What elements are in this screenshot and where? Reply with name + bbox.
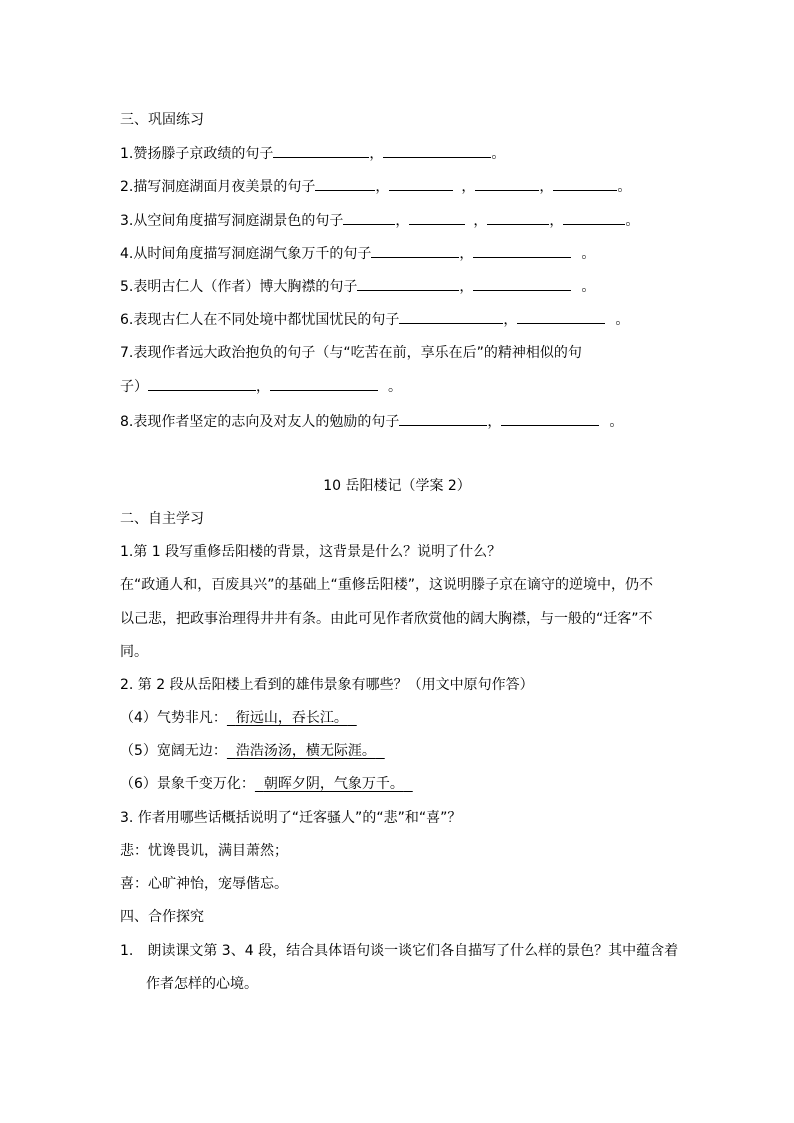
self-study-question-1: 1.第 1 段写重修岳阳楼的背景，这背景是什么？说明了什么？ [120,544,502,560]
scene-item-answer-text: 浩浩汤汤，横无际涯。 [235,743,376,759]
answer-blank[interactable] [371,243,459,258]
period: 。 [615,312,630,328]
separator: ， [256,379,270,395]
answer-blank[interactable] [399,411,487,426]
self-study-answer-1-line-1: 在“政通人和，百废具兴”的基础上“重修岳阳楼”，这说明滕子京在谪守的逆境中，仍不 [120,577,654,593]
inquiry-question-1 [120,941,678,961]
separator: ， [473,213,488,229]
sad-answer: 悲：忧谗畏讥，满目萧然； [120,843,288,859]
answer-blank[interactable] [501,411,599,426]
separator: ， [487,414,502,430]
inquiry-question-number: 1. [120,943,134,959]
inquiry-question-1-continued: 作者怎样的心境。 [146,976,258,992]
separator: ， [369,146,384,162]
period: 。 [617,179,632,195]
answer-blank[interactable] [553,176,617,191]
self-study-question-2: 2. 第 2 段从岳阳楼上看到的雄伟景象有哪些？（用文中原句作答） [120,677,534,693]
scene-item-label: （6）景象千变万化： [120,776,255,792]
separator: ， [539,179,554,195]
exercise-8 [120,411,623,432]
separator: ， [395,213,410,229]
exercise-3-prompt: 3.从空间角度描写洞庭湖景色的句子 [120,213,344,229]
scene-item-answer [227,710,357,726]
separator: ， [459,246,474,262]
scene-item-label: （5）宽阔无边： [120,743,227,759]
exercise-2-prompt: 2.描写洞庭湖面月夜美景的句子 [120,179,316,195]
answer-blank[interactable] [475,176,539,191]
scene-item-answer-text: 衔远山，吞长江。 [235,710,348,726]
scene-item-label: （4）气势非凡： [120,710,227,726]
self-study-answer-1-line-3: 同。 [120,644,148,660]
scene-item-answer [227,743,385,759]
answer-blank[interactable] [473,243,571,258]
answer-blank[interactable] [563,210,625,225]
answer-blank[interactable] [383,143,491,158]
answer-blank[interactable] [148,376,256,391]
period: 。 [388,379,402,395]
period: 。 [581,246,596,262]
section-heading-self-study: 二、自主学习 [120,511,204,527]
answer-blank[interactable] [487,210,549,225]
separator: ， [549,213,564,229]
exercise-5 [120,276,595,297]
scene-item [120,741,385,761]
lesson-title: 10 岳阳楼记（学案 2） [323,478,471,494]
exercise-5-prompt: 5.表明古仁人（作者）博大胸襟的句子 [120,279,358,295]
self-study-answer-1-line-2: 以己悲，把政事治理得井井有条。由此可见作者欣赏他的阔大胸襟，与一般的“迁客”不 [120,611,653,627]
exercise-1 [120,143,505,164]
separator: ， [375,179,390,195]
scene-item [120,774,413,794]
answer-blank[interactable] [343,210,395,225]
inquiry-question-text: 朗读课文第 3、4 段，结合具体语句谈一谈它们各自描写了什么样的景色？其中蕴含着 [147,943,679,959]
period: 。 [581,279,596,295]
exercise-4-prompt: 4.从时间角度描写洞庭湖气象万千的句子 [120,246,372,262]
answer-blank[interactable] [270,376,378,391]
joy-answer: 喜：心旷神怡，宠辱偕忘。 [120,876,288,892]
period: 。 [491,146,506,162]
scene-item-answer-text: 朝晖夕阴，气象万千。 [263,776,404,792]
period: 。 [609,414,624,430]
answer-blank[interactable] [399,309,503,324]
exercise-4 [120,243,595,264]
answer-blank[interactable] [273,143,369,158]
answer-blank[interactable] [389,176,453,191]
scene-item [120,708,357,728]
answer-blank[interactable] [315,176,375,191]
self-study-question-3: 3. 作者用哪些话概括说明了“迁客骚人”的“悲”和“喜”？ [120,810,462,826]
period: 。 [625,213,640,229]
exercise-7-prompt-cont: 子） [120,379,148,395]
answer-blank[interactable] [357,276,459,291]
separator: ， [459,279,474,295]
answer-blank[interactable] [473,276,571,291]
separator: ， [503,312,518,328]
exercise-6 [120,309,629,330]
scene-item-answer [255,776,413,792]
exercise-6-prompt: 6.表现古仁人在不同处境中都忧国忧民的句子 [120,312,400,328]
exercise-7: 7.表现作者远大政治抱负的句子（与“吃苦在前，享乐在后”的精神相似的句 [120,345,582,361]
section-heading-inquiry: 四、合作探究 [120,909,204,925]
section-heading-practice: 三、巩固练习 [120,112,204,128]
answer-blank[interactable] [409,210,465,225]
separator: ， [461,179,476,195]
exercise-3 [120,210,639,231]
exercise-7-continued [120,376,402,397]
exercise-2 [120,176,631,197]
exercise-1-prompt: 1.赞扬滕子京政绩的句子 [120,146,274,162]
answer-blank[interactable] [517,309,605,324]
exercise-8-prompt: 8.表现作者坚定的志向及对友人的勉励的句子 [120,414,400,430]
